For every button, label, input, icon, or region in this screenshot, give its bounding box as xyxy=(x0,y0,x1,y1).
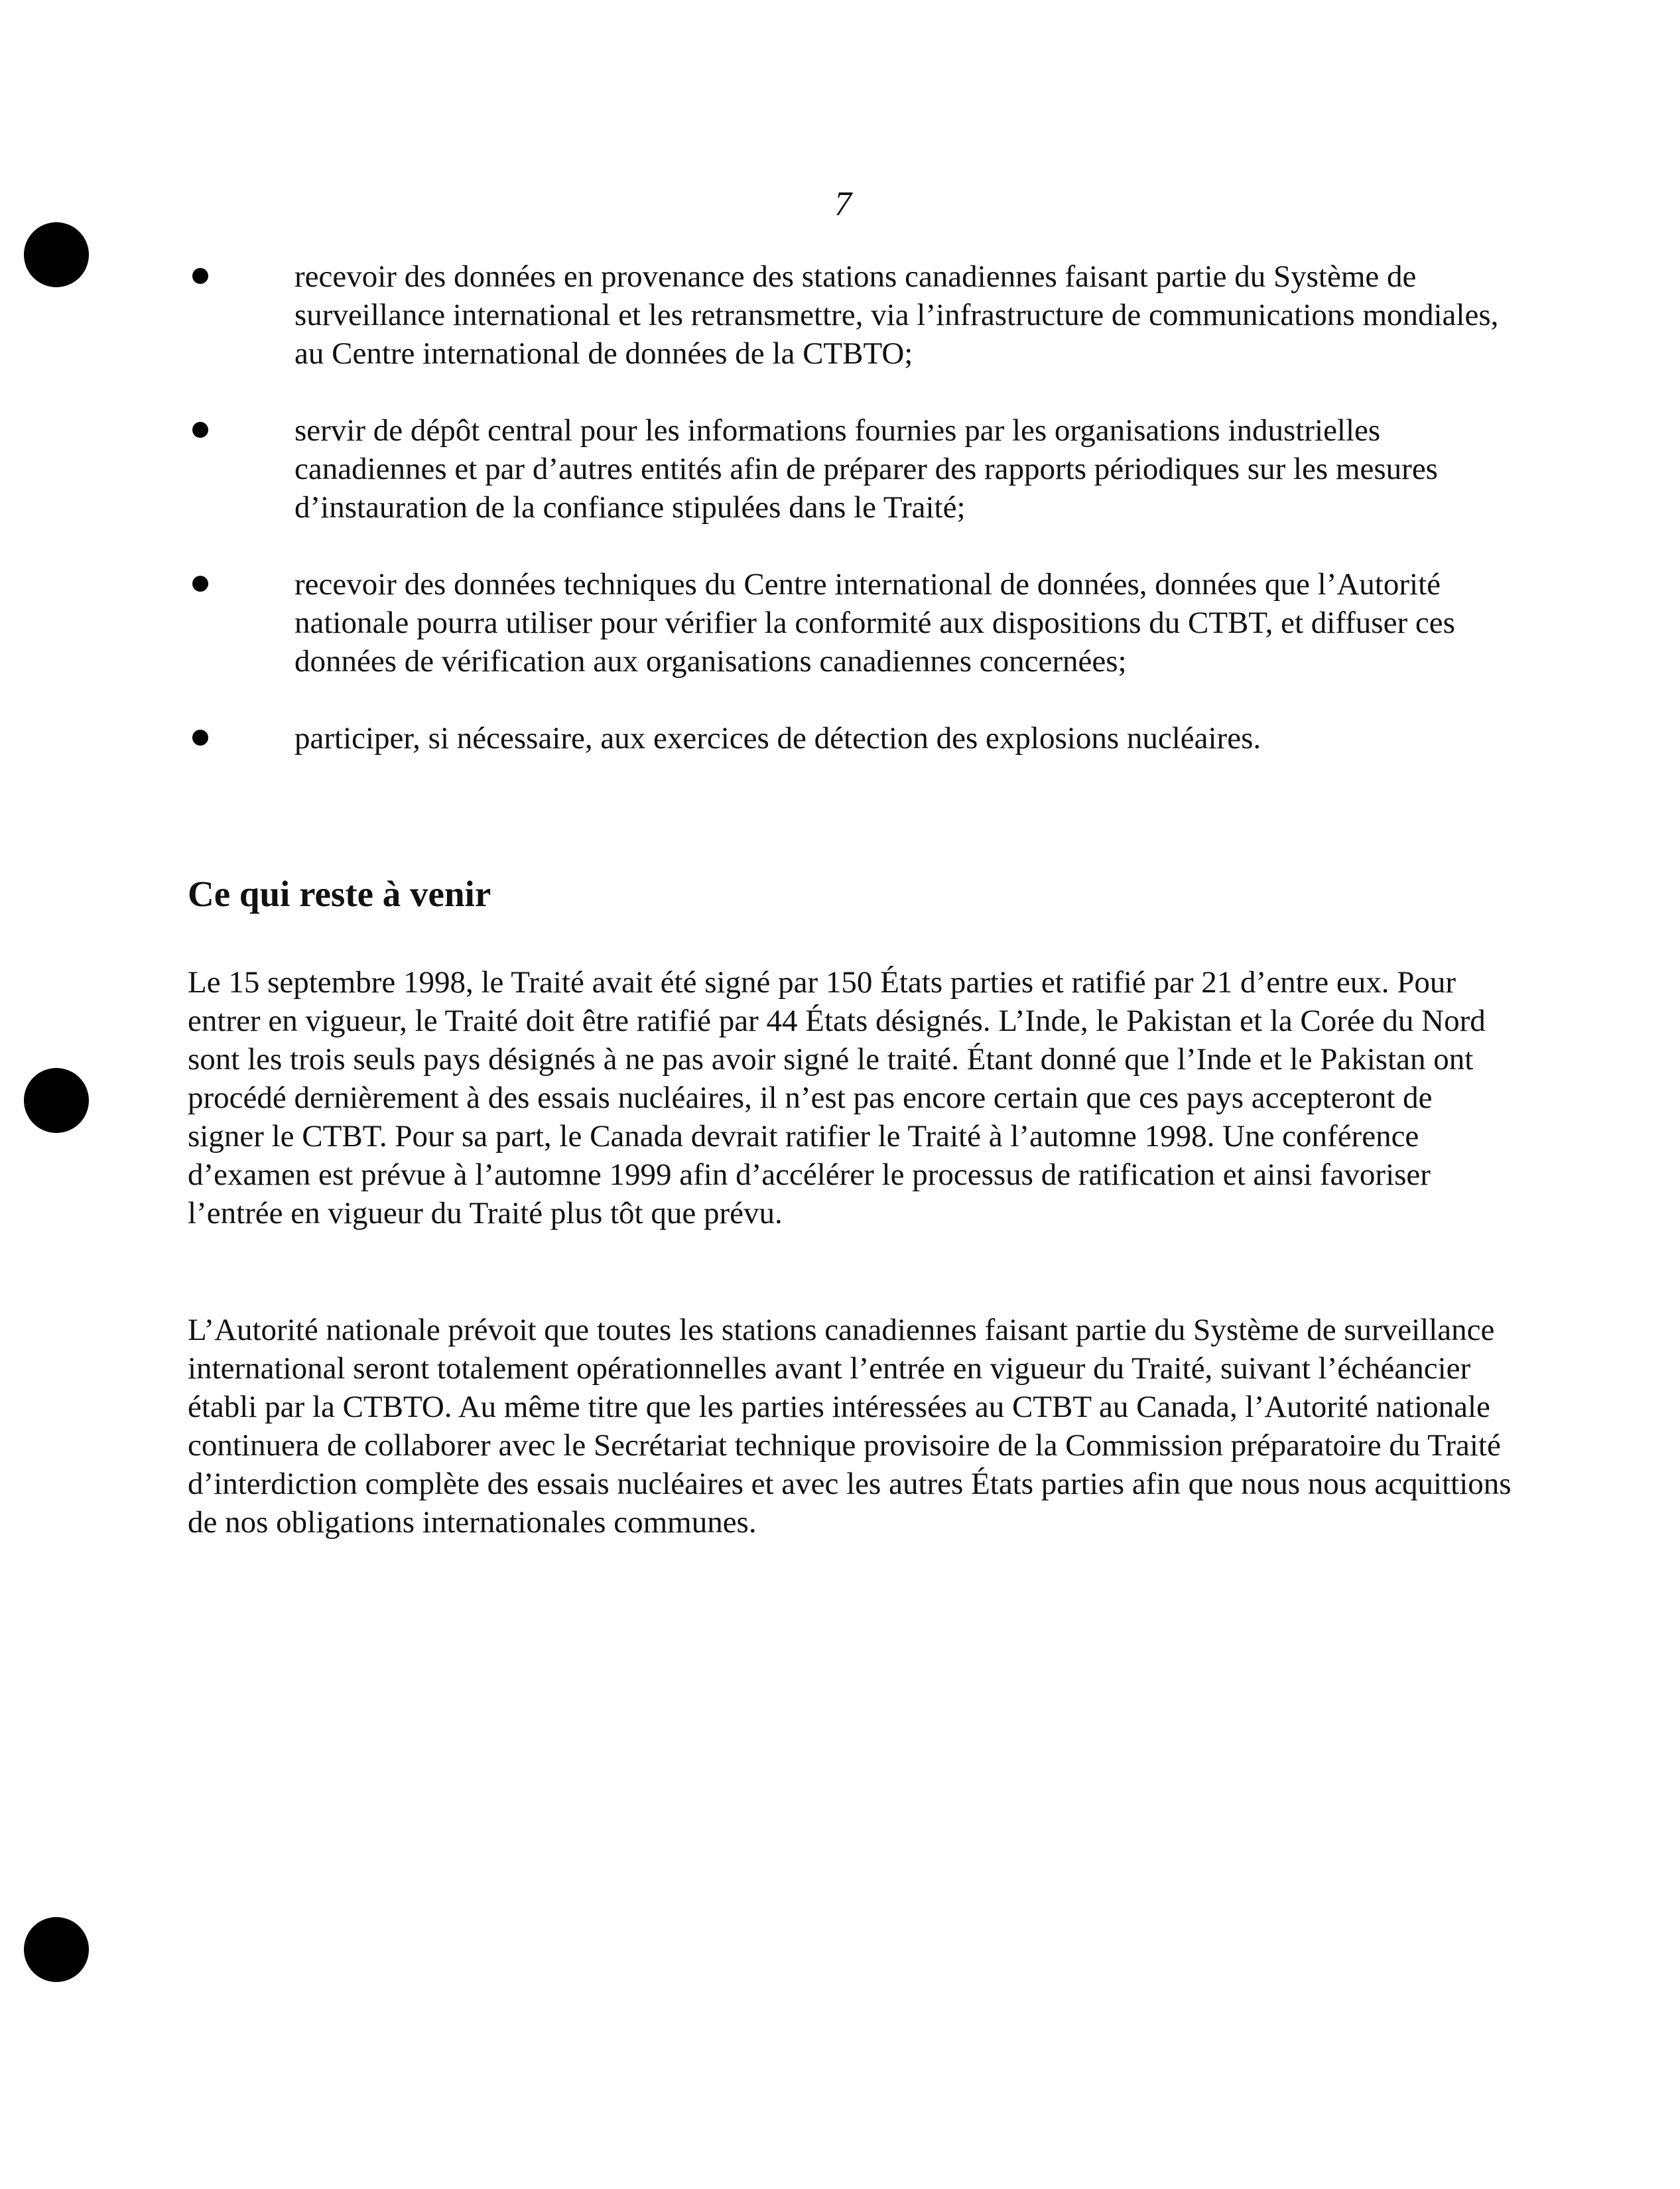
punch-hole-top xyxy=(24,222,89,287)
bullet-dot-icon xyxy=(192,576,208,592)
section-heading: Ce qui reste à venir xyxy=(188,874,491,914)
body-paragraph-2: L’Autorité nationale prévoit que toutes les stations canadiennes faisant partie du Système de surveillance international seront totalement opérationnelles avant l’entrée en vigueur du Traité, suivant l’échéancier établi par la CTBTO. Au même titre que les parties intéressées au CTBT au Canada, l’Autorité nationale continuera de collaborer avec le Secrétariat technique provisoire de la Commission préparatoire du Traité d’interdiction complète des essais nucléaires et avec les autres États parties afin que nous nous acquittions de nos obligations internationales communes. xyxy=(188,1313,1512,1540)
bullet-item xyxy=(186,565,1512,681)
body-paragraph-1: Le 15 septembre 1998, le Traité avait été signé par 150 États parties et ratifié par 21 d’entre eux. Pour entrer en vigueur, le Traité doit être ratifié par 44 États désignés. L’Inde, le Pakistan et la Corée du Nord sont les trois seuls pays désignés à ne pas avoir signé le traité. Étant donné que l’Inde et le Pakistan ont procédé dernièrement à des essais nucléaires, il n’est pas encore certain que ces pays accepteront de signer le CTBT. Pour sa part, le Canada devrait ratifier le Traité à l’automne 1998. Une conférence d’examen est prévue à l’automne 1999 afin d’accélérer le processus de ratification et ainsi favoriser l’entrée en vigueur du Traité plus tôt que prévu. xyxy=(188,965,1486,1230)
punch-hole-middle xyxy=(24,1068,89,1133)
bullet-list xyxy=(186,257,1512,796)
bullet-dot-icon xyxy=(192,268,208,284)
bullet-item xyxy=(186,719,1512,758)
bullet-text: servir de dépôt central pour les informations fournies par les organisations industrielles canadiennes et par d’autres entités afin de préparer des rapports périodiques sur les mesures d’instauration de la confiance stipulées dans le Traité; xyxy=(294,413,1438,525)
bullet-text: recevoir des données en provenance des stations canadiennes faisant partie du Système de surveillance international et les retransmettre, via l’infrastructure de communications mondiales, au Centre international de données de la CTBTO; xyxy=(294,259,1499,371)
bullet-text: recevoir des données techniques du Centre international de données, données que l’Autorité nationale pourra utiliser pour vérifier la conformité aux dispositions du CTBT, et diffuser ces données de vérification aux organisations canadiennes concernées; xyxy=(294,567,1455,679)
punch-hole-bottom xyxy=(24,1917,89,1982)
bullet-dot-icon xyxy=(192,730,208,746)
page-number: 7 xyxy=(834,185,852,223)
bullet-item xyxy=(186,257,1512,373)
bullet-dot-icon xyxy=(192,422,208,438)
bullet-text: participer, si nécessaire, aux exercices de détection des explosions nucléaires. xyxy=(294,721,1261,756)
bullet-item xyxy=(186,411,1512,527)
